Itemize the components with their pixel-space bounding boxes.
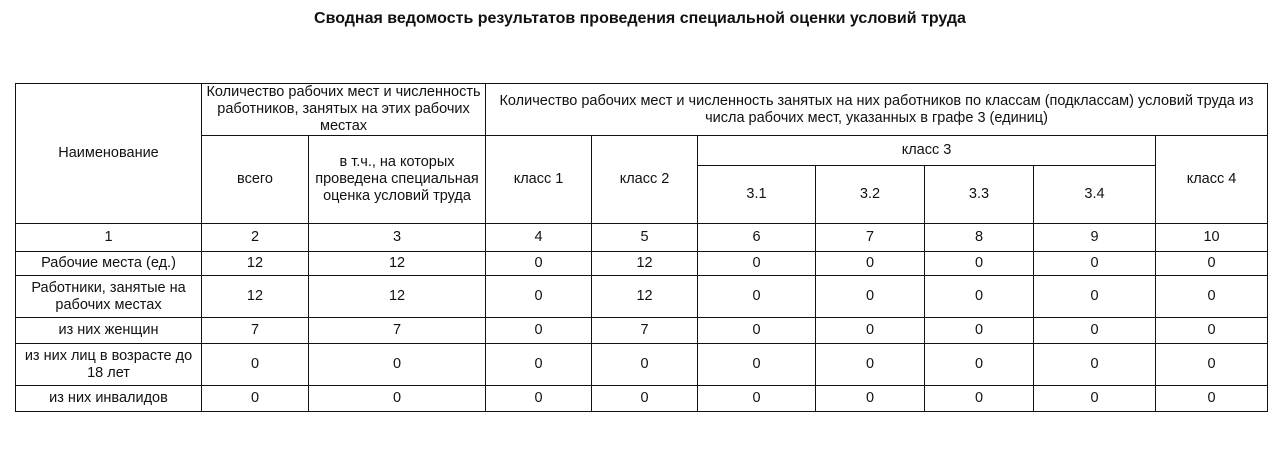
cell-value: 0 (1034, 344, 1156, 386)
cell-value: 0 (1156, 318, 1268, 344)
header-sub33: 3.3 (925, 166, 1034, 224)
row-name: из них лиц в возрасте до 18 лет (16, 344, 202, 386)
header-class3: класс 3 (698, 136, 1156, 166)
row-name: Работники, занятые на рабочих местах (16, 276, 202, 318)
header-class2: класс 2 (592, 136, 698, 224)
column-number: 6 (698, 224, 816, 252)
cell-value: 0 (925, 344, 1034, 386)
header-total: всего (202, 136, 309, 224)
cell-value: 0 (925, 276, 1034, 318)
cell-value: 0 (816, 318, 925, 344)
cell-value: 0 (1034, 252, 1156, 276)
cell-value: 12 (202, 252, 309, 276)
header-sub34: 3.4 (1034, 166, 1156, 224)
cell-value: 0 (1034, 318, 1156, 344)
column-number: 10 (1156, 224, 1268, 252)
header-assessed: в т.ч., на которых проведена специальная оценка условий труда (309, 136, 486, 224)
header-sub32: 3.2 (816, 166, 925, 224)
column-number: 9 (1034, 224, 1156, 252)
cell-value: 0 (1156, 344, 1268, 386)
header-classes-group: Количество рабочих мест и численность занятых на них работников по классам (подклассам) условий труда из числа рабочих мест, указанных в графе 3 (единиц) (486, 84, 1268, 136)
cell-value: 0 (925, 386, 1034, 412)
cell-value: 12 (309, 276, 486, 318)
cell-value: 0 (925, 252, 1034, 276)
column-number: 7 (816, 224, 925, 252)
cell-value: 0 (486, 344, 592, 386)
header-class1: класс 1 (486, 136, 592, 224)
cell-value: 12 (592, 276, 698, 318)
column-numbers-row (16, 224, 1268, 252)
column-number: 2 (202, 224, 309, 252)
header-row-1 (16, 84, 1268, 136)
header-row-2 (16, 136, 1268, 166)
cell-value: 0 (925, 318, 1034, 344)
cell-value: 0 (698, 386, 816, 412)
cell-value: 0 (1034, 386, 1156, 412)
cell-value: 0 (202, 344, 309, 386)
column-number: 5 (592, 224, 698, 252)
cell-value: 0 (486, 318, 592, 344)
cell-value: 0 (698, 276, 816, 318)
column-number: 3 (309, 224, 486, 252)
table-row (16, 318, 1268, 344)
column-number: 8 (925, 224, 1034, 252)
cell-value: 0 (698, 252, 816, 276)
cell-value: 0 (698, 318, 816, 344)
cell-value: 0 (592, 386, 698, 412)
cell-value: 0 (698, 344, 816, 386)
cell-value: 0 (309, 386, 486, 412)
header-name: Наименование (16, 84, 202, 224)
cell-value: 0 (202, 386, 309, 412)
cell-value: 0 (592, 344, 698, 386)
table-row (16, 276, 1268, 318)
header-class4: класс 4 (1156, 136, 1268, 224)
document-title: Сводная ведомость результатов проведения специальной оценки условий труда (314, 10, 966, 27)
table-row (16, 252, 1268, 276)
cell-value: 0 (486, 276, 592, 318)
column-number: 1 (16, 224, 202, 252)
row-name: Рабочие места (ед.) (16, 252, 202, 276)
row-name: из них женщин (16, 318, 202, 344)
cell-value: 7 (202, 318, 309, 344)
cell-value: 0 (816, 344, 925, 386)
column-number: 4 (486, 224, 592, 252)
header-count-group: Количество рабочих мест и численность работников, занятых на этих рабочих местах (202, 84, 486, 136)
cell-value: 12 (309, 252, 486, 276)
table-row (16, 386, 1268, 412)
cell-value: 0 (816, 386, 925, 412)
cell-value: 0 (816, 252, 925, 276)
cell-value: 0 (1156, 276, 1268, 318)
summary-table (15, 83, 1268, 412)
cell-value: 12 (592, 252, 698, 276)
cell-value: 7 (309, 318, 486, 344)
cell-value: 0 (486, 386, 592, 412)
cell-value: 0 (1156, 252, 1268, 276)
cell-value: 0 (816, 276, 925, 318)
cell-value: 7 (592, 318, 698, 344)
cell-value: 0 (1034, 276, 1156, 318)
cell-value: 0 (486, 252, 592, 276)
row-name: из них инвалидов (16, 386, 202, 412)
header-sub31: 3.1 (698, 166, 816, 224)
cell-value: 0 (1156, 386, 1268, 412)
cell-value: 12 (202, 276, 309, 318)
table-row (16, 344, 1268, 386)
cell-value: 0 (309, 344, 486, 386)
